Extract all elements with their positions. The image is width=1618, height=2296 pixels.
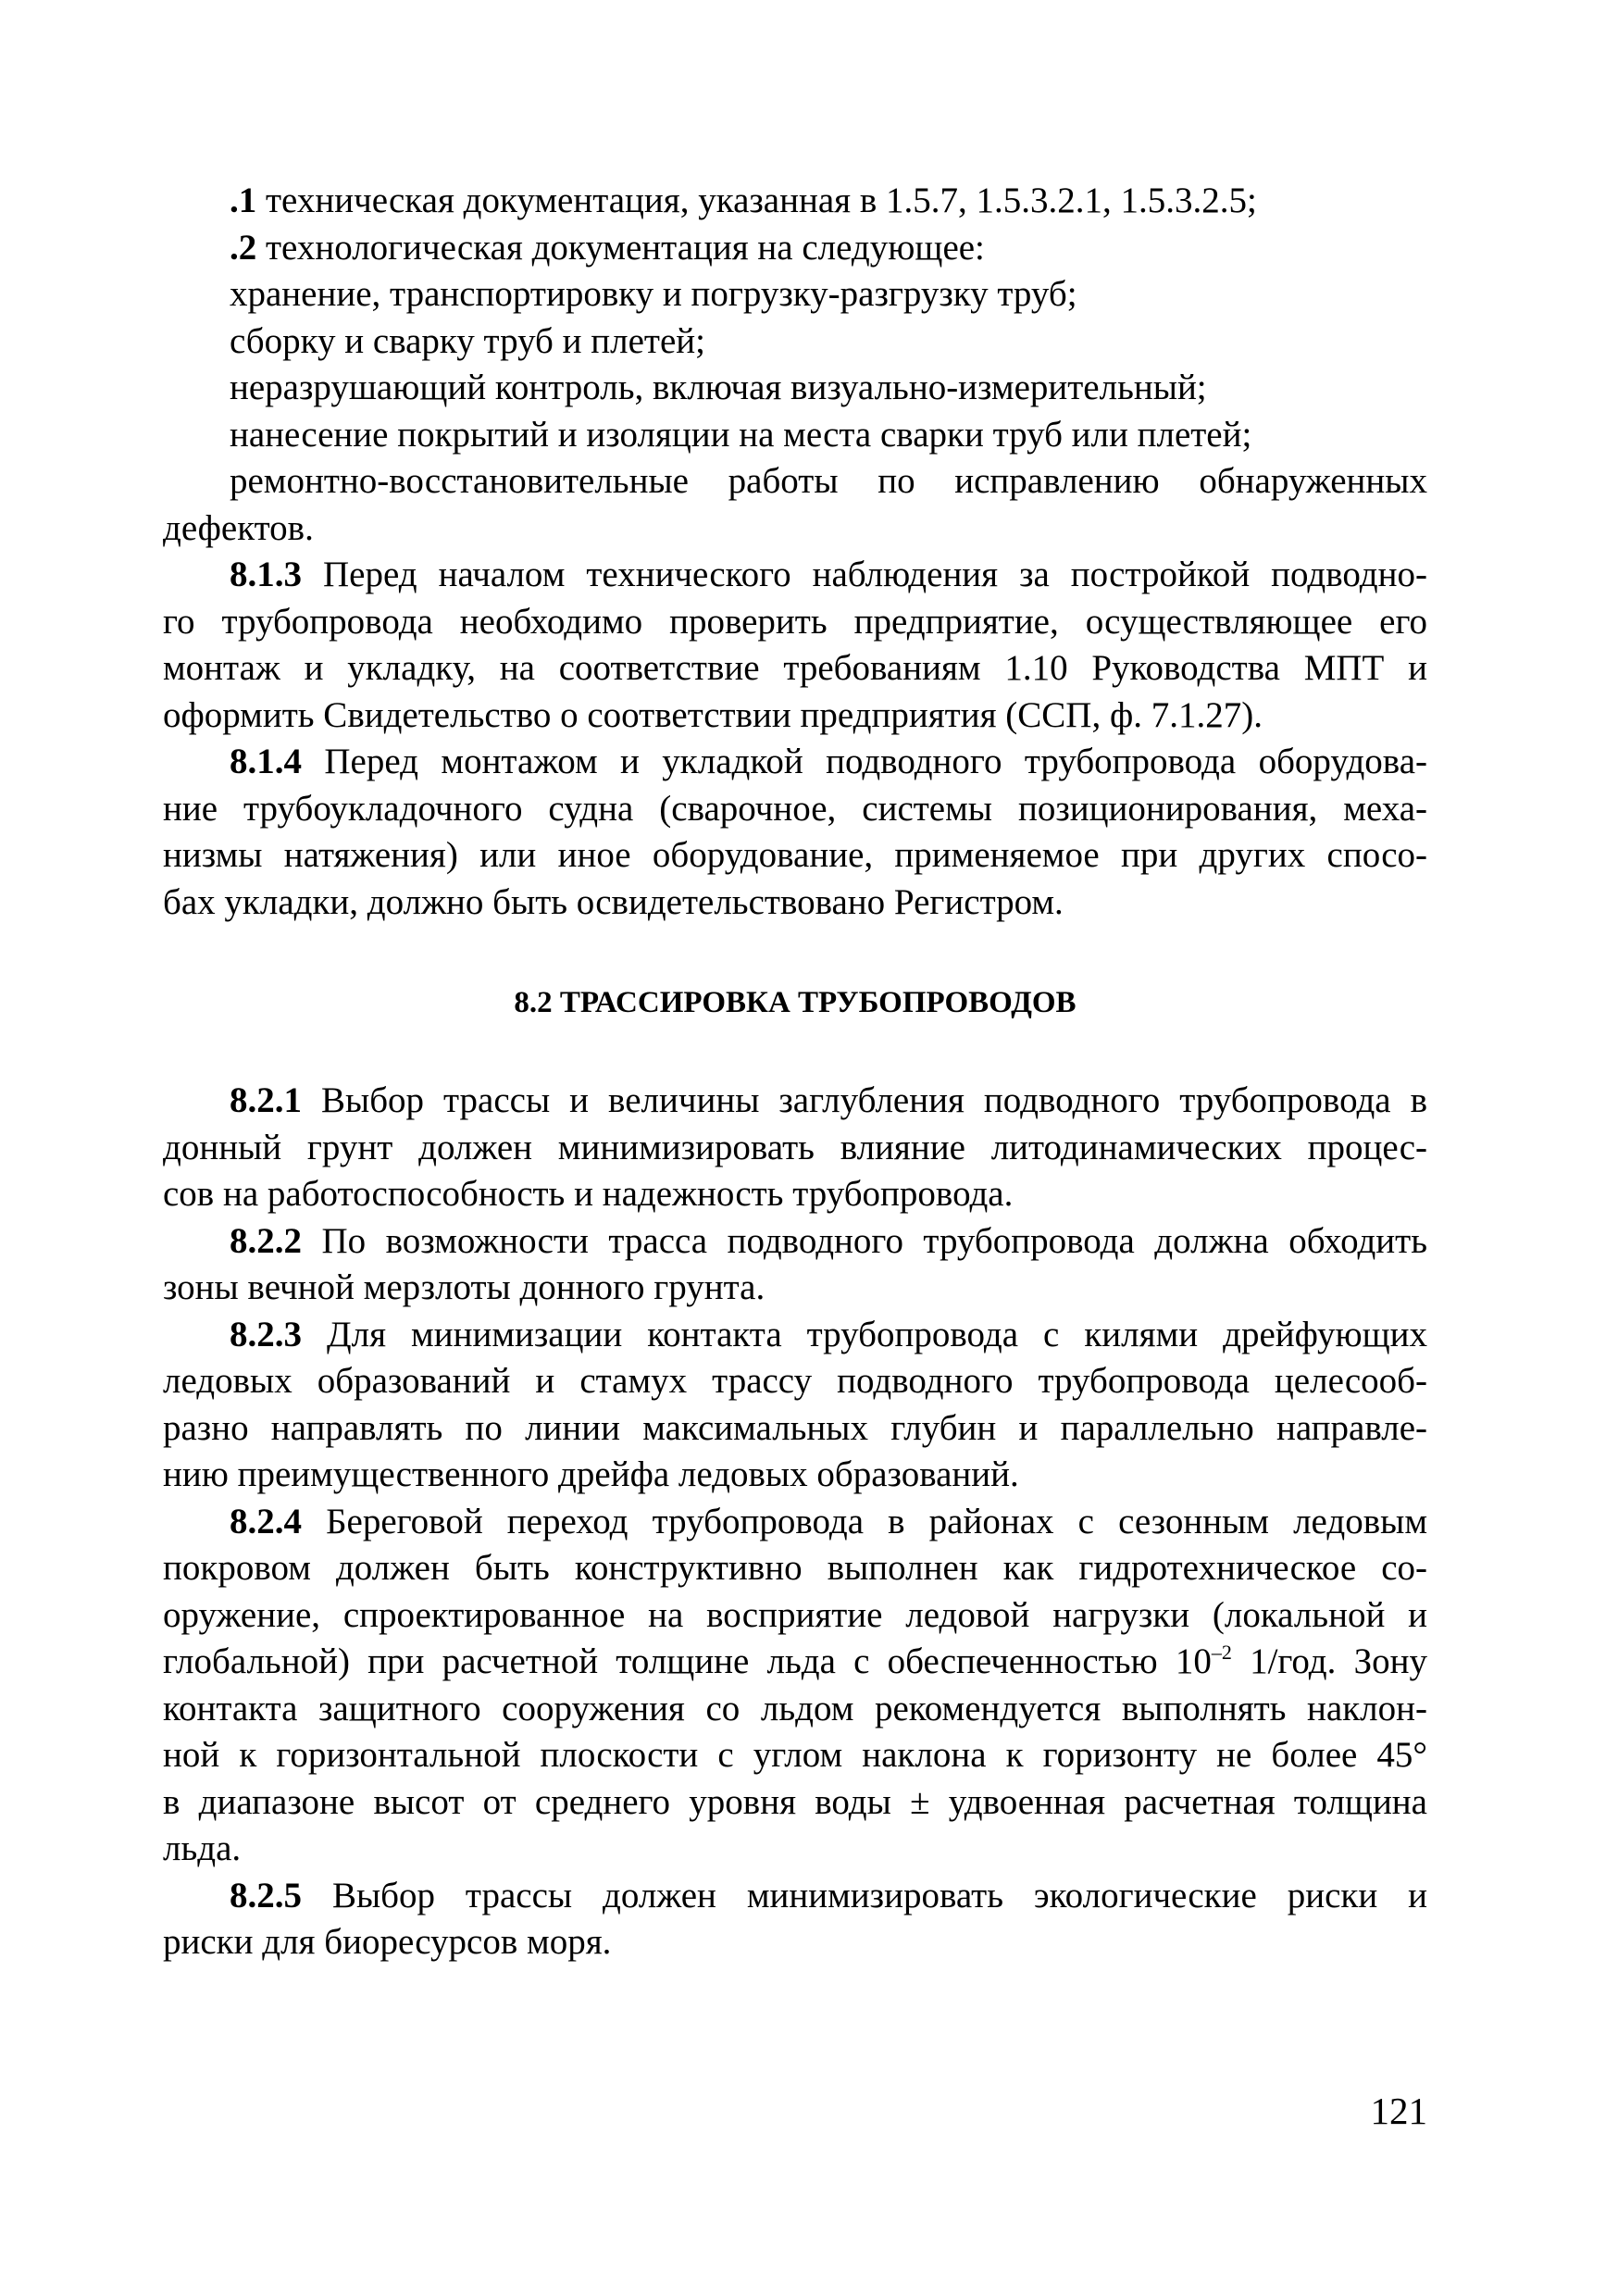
paragraph-number: 8.2.3	[230, 1314, 302, 1354]
paragraph-number: 8.2.2	[230, 1220, 302, 1261]
list-item	[163, 178, 1427, 225]
paragraph-number: 8.1.3	[230, 555, 302, 594]
paragraph-number: 8.2.5	[230, 1875, 302, 1915]
paragraph-8-2-5: 8.2.5 Выбор трассы должен минимизировать экологические риски и риски для биоресурсов моря.	[163, 1875, 1428, 1962]
sub-list-item: нанесение покрытий и изоляции на места сварки труб или плетей;	[230, 414, 1252, 455]
section-heading: 8.2 ТРАССИРОВКА ТРУБОПРОВОДОВ	[514, 986, 1077, 1019]
list-item-text: технологическая документация на следующее:	[266, 227, 985, 268]
list-item-text: техническая документация, указанная в 1.5.7, 1.5.3.2.1, 1.5.3.2.5;	[266, 181, 1257, 220]
paragraph-8-1-3: 8.1.3 Перед началом технического наблюдения за постройкой подводно- го трубопровода необходимо проверить предприятие, осуществляющее его монтаж и укладку, на соответствие требованиям 1.10 Руководства МПТ и оформить Свидетельство о соответствии предприятия (ССП, ф. 7.1.27).	[163, 555, 1427, 735]
page-number: 121	[1370, 2090, 1427, 2132]
document-list	[163, 178, 1427, 552]
list-item	[163, 225, 1427, 272]
paragraph-8-2-4: 8.2.4 Береговой переход трубопровода в районах с сезонным ледовым покровом должен быть конструктивно выполнен как гидротехническое со- оружение, спроектированное на восприятие ледовой нагрузки (локальной и глобальной) при расчетной толщине льда с обеспеченностью $10^{-2}$ 1/год. Зону контакта защитного сооружения со льдом рекомендуется выполнять наклон- ной к горизонтальной плоскости с углом наклона к горизонту не более 45° в диапазоне высот от среднего уровня воды ± удвоенная расчетная толщина льда.	[163, 1501, 1427, 1868]
sub-list-item: сборку и сварку труб и плетей;	[230, 320, 705, 361]
list-item-number: .2	[230, 227, 257, 268]
paragraph-number: 8.2.4	[230, 1501, 302, 1541]
sub-list-item: ремонтно-восстановительные работы по исправлению обнаруженных	[230, 461, 1427, 501]
document-page	[163, 178, 1427, 1966]
paragraph-8-2-1: 8.2.1 Выбор трассы и величины заглубления подводного трубопровода в донный грунт должен минимизировать влияние литодинамических процес- сов на работоспособность и надежность трубопровода.	[163, 1080, 1427, 1214]
list-item-number: .1	[230, 181, 257, 220]
sub-list-item: хранение, транспортировку и погрузку-разгрузку труб;	[230, 274, 1077, 314]
paragraph-number: 8.1.4	[230, 742, 302, 781]
paragraph-8-2-3: 8.2.3 Для минимизации контакта трубопровода с килями дрейфующих ледовых образований и стамух трассу подводного трубопровода целесооб- разно направлять по линии максимальных глубин и параллельно направле- нию преимущественного дрейфа ледовых образований.	[163, 1314, 1427, 1494]
sub-list-item: дефектов.	[163, 507, 314, 548]
superscript-exponent: –2	[1211, 1641, 1232, 1664]
paragraph-8-2-2: 8.2.2 По возможности трасса подводного трубопровода должна обходить зоны вечной мерзлоты донного грунта.	[163, 1220, 1428, 1307]
paragraph-number: 8.2.1	[230, 1080, 302, 1120]
paragraph-8-1-4: 8.1.4 Перед монтажом и укладкой подводного трубопровода оборудова- ние трубоукладочного судна (сварочное, системы позиционирования, меха- низмы натяжения) или иное оборудование, применяемое при других спосо- бах укладки, должно быть освидетельствовано Регистром.	[163, 742, 1428, 922]
sub-list-item: неразрушающий контроль, включая визуально-измерительный;	[230, 368, 1207, 407]
